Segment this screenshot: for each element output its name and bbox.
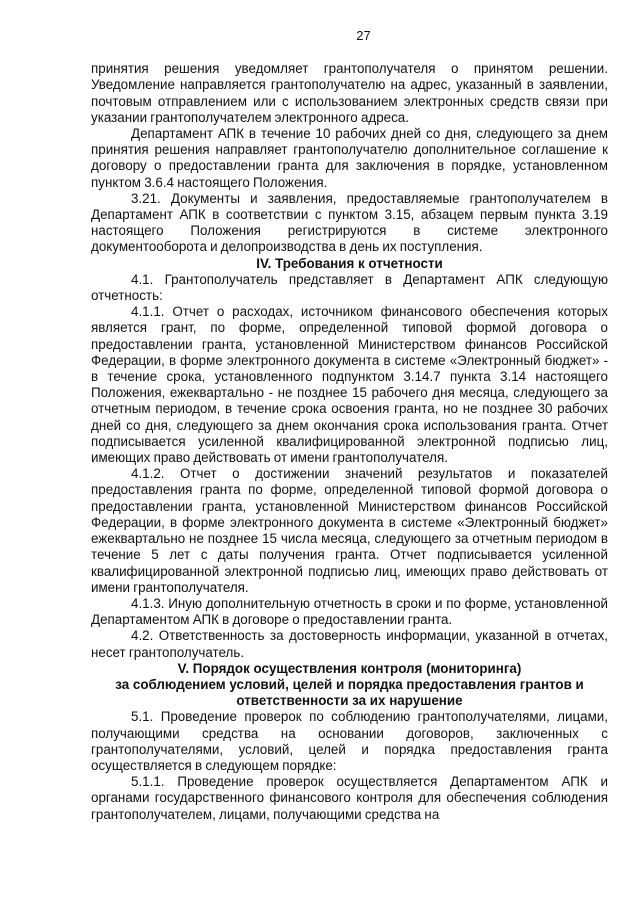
section-heading-v-line1: V. Порядок осуществления контроля (мониторинга) <box>177 660 522 676</box>
paragraph-4-1: 4.1. Грантополучатель представляет в Департамент АПК следующую отчетность: <box>91 271 608 304</box>
paragraph-5-1: 5.1. Проведение проверок по соблюдению грантополучателями, лицами, получающими средства на основании договоров, заключенных с грантополучателями, условий, целей и порядка предоставления гранта осуществляется в следующем порядке: <box>91 709 608 773</box>
paragraph-4-1-3: 4.1.3. Иную дополнительную отчетность в сроки и по форме, установленной Департаментом АПК в договоре о предоставлении гранта. <box>91 595 608 628</box>
paragraph-notification: принятия решения уведомляет грантополучателя о принятом решении. Уведомление направляется грантополучателю на адрес, указанный в заявлении, почтовым отправлением или с использованием электронных средств связи при указании грантополучателем электронного адреса. <box>91 61 608 125</box>
paragraph-4-2: 4.2. Ответственность за достоверность информации, указанной в отчетах, несет грантополучатель. <box>91 628 608 660</box>
paragraph-supplementary-agreement: Департамент АПК в течение 10 рабочих дней со дня, следующего за днем принятия решения направляет грантополучателю дополнительное соглашение к договору о предоставлении гранта для заключения в порядке, установленном пунктом 3.6.4 настоящего Положения. <box>91 126 608 190</box>
section-heading-v-line2: за соблюдением условий, целей и порядка предоставления грантов и ответственности за их нарушение <box>115 676 584 709</box>
paragraph-4-1-1: 4.1.1. Отчет о расходах, источником финансового обеспечения которых является грант, по форме, определенной типовой формой договора о предоставлении гранта, установленной Министерством финансов Российской Федерации, в форме электронного документа в системе «Электронный бюджет» - в течение срока, установленного подпунктом 3.14.7 пункта 3.14 настоящего Положения, ежеквартально - не позднее 15 рабочего дня месяца, следующего за отчетным периодом, в течение срока освоения гранта, но не позднее 30 рабочих дней со дня, следующего за днем окончания срока использования гранта. Отчет подписывается усиленной квалифицированной электронной подписью лиц, имеющих право действовать от имени грантополучателя. <box>91 304 608 466</box>
section-heading-iv: IV. Требования к отчетности <box>256 255 443 271</box>
paragraph-3-21: 3.21. Документы и заявления, предоставляемые грантополучателем в Департамент АПК в соответствии с пунктом 3.15, абзацем первым пункта 3.19 настоящего Положения регистрируются в системе электронного документооборота и делопроизводства в день их поступления. <box>91 190 608 255</box>
paragraph-4-1-2: 4.1.2. Отчет о достижении значений результатов и показателей предоставления гранта по форме, определенной типовой формой договора о предоставлении гранта, установленной Министерством финансов Российской Федерации, в форме электронного документа в системе «Электронный бюджет» ежеквартально не позднее 15 числа месяца, следующего за отчетным периодом в течение 5 лет с даты получения гранта. Отчет подписывается усиленной квалифицированной электронной подписью лиц, имеющих право действовать от имени грантополучателя. <box>91 466 608 595</box>
page-number: 27 <box>356 28 371 43</box>
paragraph-5-1-1: 5.1.1. Проведение проверок осуществляется Департаментом АПК и органами государственного финансового контроля для обеспечения соблюдения грантополучателем, лицами, получающими средства на <box>91 774 608 822</box>
